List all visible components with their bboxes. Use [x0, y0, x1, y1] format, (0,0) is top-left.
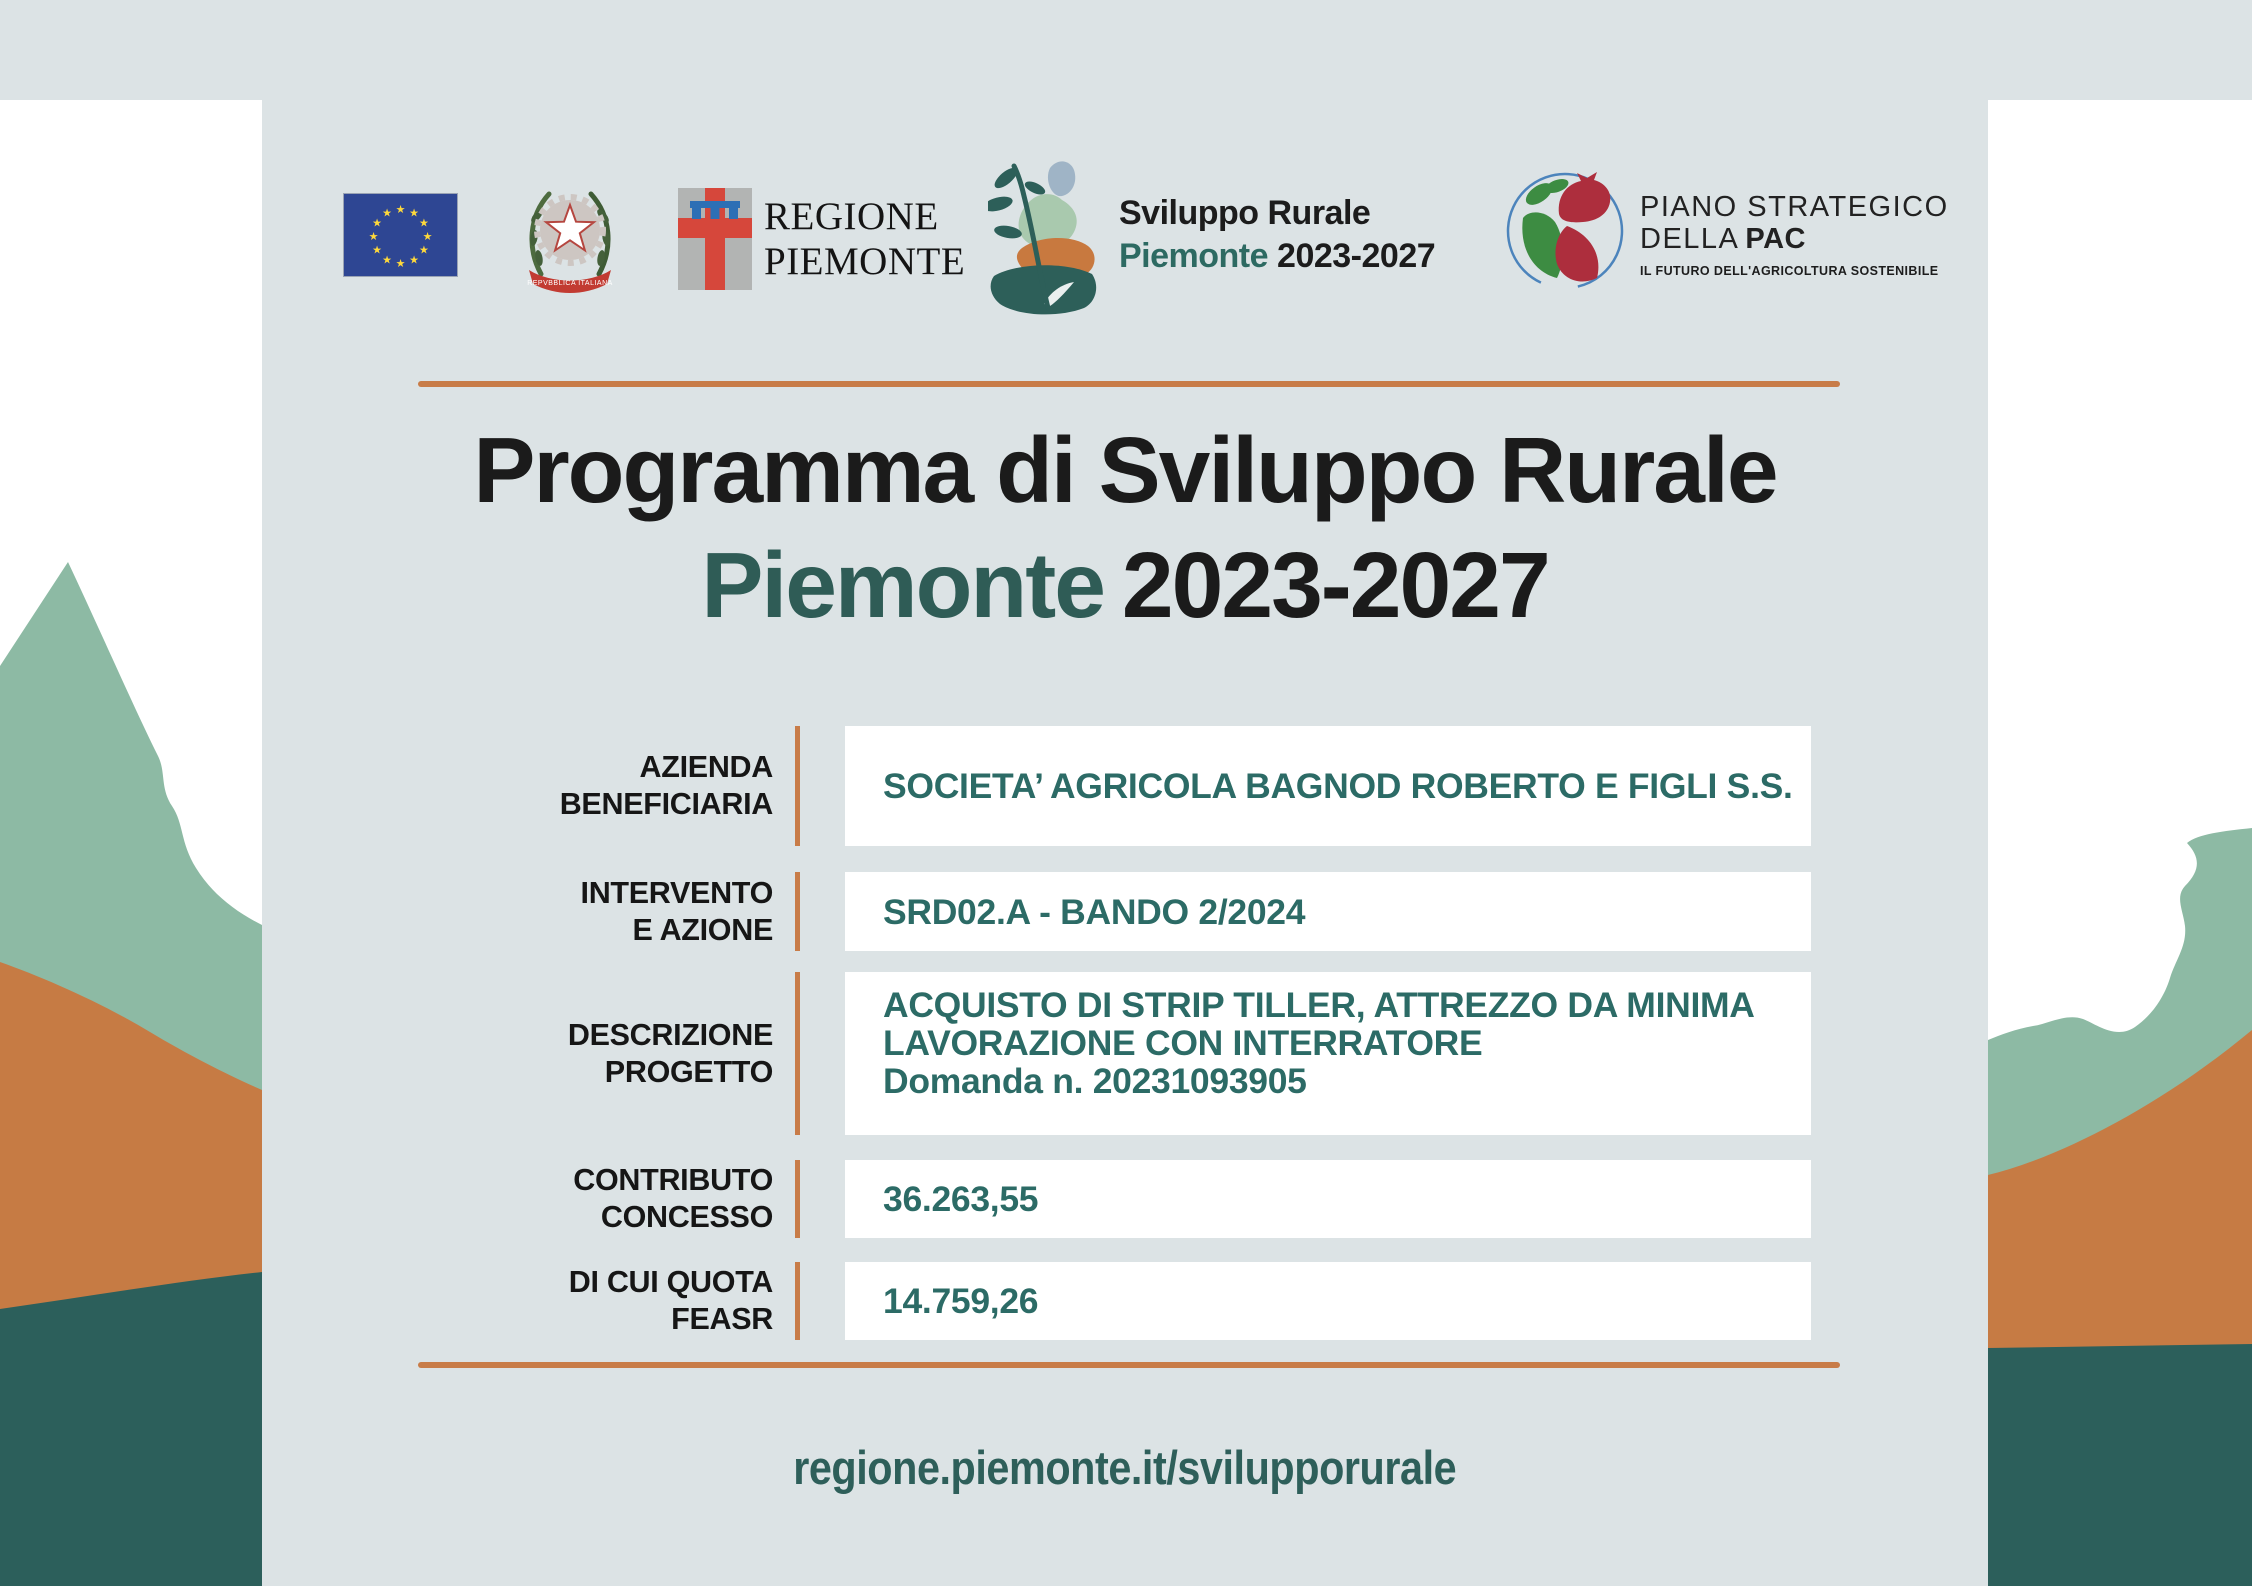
regione-line2: PIEMONTE — [764, 240, 966, 283]
svg-text:★: ★ — [422, 230, 433, 243]
svg-text:★: ★ — [382, 253, 392, 267]
pac-line1: PIANO STRATEGICO — [1640, 191, 1949, 223]
sviluppo-rurale-wordmark — [1119, 192, 1459, 278]
value-descrizione-line3: Domanda n. 20231093905 — [883, 1061, 1307, 1101]
svg-text:★: ★ — [368, 230, 379, 243]
pac-line2 — [1640, 224, 1970, 254]
title-years: 2023-2027 — [1121, 533, 1549, 637]
label-contributo-concesso: CONTRIBUTO CONCESSO — [573, 1163, 773, 1234]
value-descrizione-line1: ACQUISTO DI STRIP TILLER, ATTREZZO DA MINIMA — [883, 985, 1755, 1025]
map-piece-bluegray — [1048, 161, 1075, 196]
regione-piemonte-shield — [678, 188, 752, 290]
page-title — [262, 413, 1988, 643]
label-quota-feasr: DI CUI QUOTA FEASR — [568, 1265, 773, 1336]
value-azienda: SOCIETA’ AGRICOLA BAGNOD ROBERTO E FIGLI S.S. — [883, 766, 1793, 806]
pac-tagline: IL FUTURO DELL'AGRICOLTURA SOSTENIBILE — [1640, 264, 1939, 278]
sviluppo-accent: Piemonte — [1119, 237, 1269, 275]
svg-text:★: ★ — [409, 253, 419, 267]
value-feasr: 14.759,26 — [883, 1281, 1039, 1321]
value-box-descrizione — [845, 972, 1811, 1135]
divider-row3 — [795, 972, 800, 1135]
title-line2 — [262, 528, 1988, 643]
label-intervento-azione: INTERVENTO E AZIONE — [580, 875, 773, 947]
title-accent: Piemonte — [701, 533, 1104, 637]
regione-piemonte-wordmark — [764, 194, 1024, 284]
label-azienda-beneficiaria: AZIENDA BENEFICIARIA — [559, 750, 773, 821]
value-intervento: SRD02.A - BANDO 2/2024 — [883, 891, 1306, 932]
svg-text:★: ★ — [395, 257, 406, 270]
value-contributo: 36.263,55 — [883, 1179, 1039, 1219]
pac-logo-mark — [1505, 170, 1625, 292]
divider-row4 — [795, 1160, 800, 1238]
left-teal-base — [0, 1272, 262, 1586]
value-box-azienda — [845, 726, 1811, 846]
svg-text:★: ★ — [409, 206, 419, 220]
value-box-intervento — [845, 872, 1811, 951]
sviluppo-line2 — [1119, 235, 1459, 278]
svg-text:★: ★ — [418, 216, 429, 230]
shield-lambello — [690, 201, 740, 219]
emblem-ribbon-text: REPVBBLICA ITALIANA — [527, 280, 613, 287]
pac-bold: PAC — [1745, 223, 1806, 255]
eu-flag-logo — [343, 193, 458, 277]
sviluppo-rurale-logo-mark — [988, 156, 1103, 316]
sviluppo-line1: Sviluppo Rurale — [1119, 194, 1371, 232]
pac-wordmark — [1640, 192, 1970, 278]
regione-line1: REGIONE — [764, 195, 939, 238]
svg-text:★: ★ — [372, 243, 383, 257]
svg-text:★: ★ — [382, 206, 392, 220]
value-box-feasr — [845, 1262, 1811, 1340]
divider-row1 — [795, 726, 800, 846]
value-descrizione-line2: LAVORAZIONE CON INTERRATORE — [883, 1023, 1483, 1063]
sviluppo-years: 2023-2027 — [1277, 237, 1436, 275]
eu-flag-stars — [344, 194, 457, 276]
left-mountains-graphic — [0, 100, 262, 1586]
right-mountains-graphic — [1988, 100, 2252, 1586]
value-box-contributo — [845, 1160, 1811, 1238]
shield-cross-horizontal — [678, 218, 752, 238]
svg-text:★: ★ — [372, 216, 383, 230]
svg-text:★: ★ — [395, 203, 406, 216]
top-orange-rule — [418, 381, 1840, 387]
pac-della: DELLA — [1640, 223, 1740, 255]
divider-row5 — [795, 1262, 800, 1340]
footer-url: regione.piemonte.it/svilupporurale — [793, 1441, 1457, 1494]
label-descrizione-progetto: DESCRIZIONE PROGETTO — [567, 1017, 773, 1089]
title-line1: Programma di Sviluppo Rurale — [473, 418, 1777, 522]
right-teal-base — [1988, 1344, 2252, 1586]
svg-text:★: ★ — [418, 243, 429, 257]
divider-row2 — [795, 872, 800, 951]
repubblica-italiana-emblem — [521, 178, 619, 296]
bottom-orange-rule — [418, 1362, 1840, 1368]
